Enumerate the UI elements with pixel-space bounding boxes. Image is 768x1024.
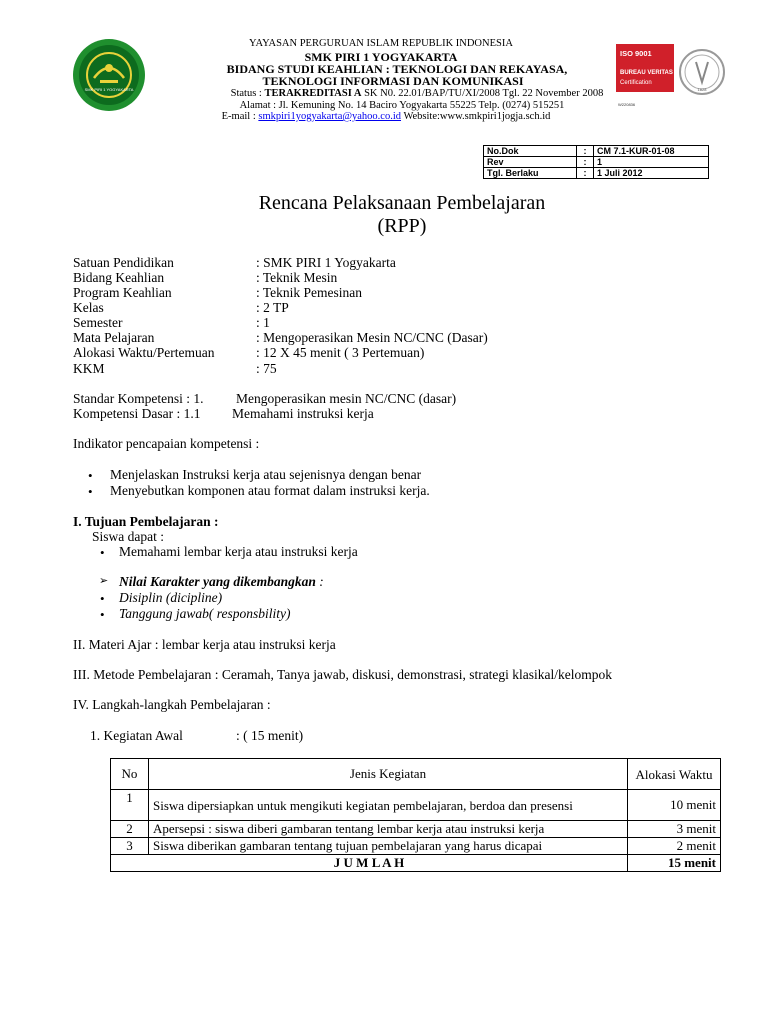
svg-text:1828: 1828 xyxy=(697,87,707,92)
row-no: 3 xyxy=(111,838,149,855)
standar-kompetensi-label: Standar Kompetensi : 1. xyxy=(73,391,204,406)
bullet-icon: • xyxy=(88,484,93,499)
kompetensi-dasar-label: Kompetensi Dasar : 1.1 xyxy=(73,406,201,421)
doc-info-label: Rev xyxy=(484,157,577,168)
kegiatan-awal-duration: : ( 15 menit) xyxy=(236,728,304,743)
doc-info-row: Tgl. Berlaku : 1 Juli 2012 xyxy=(484,168,709,179)
header-no: No xyxy=(111,759,149,790)
bullet-icon: • xyxy=(100,545,105,560)
email-link[interactable]: smkpiri1yogyakarta@yahoo.co.id xyxy=(258,111,402,122)
table-header-row xyxy=(111,759,721,790)
row-alokasi: 2 menit xyxy=(628,838,721,855)
indicator-item: Menjelaskan Instruksi kerja atau sejenisnya dengan benar xyxy=(110,467,422,482)
svg-text:BUREAU VERITAS: BUREAU VERITAS xyxy=(620,70,673,76)
identity-value: : 12 X 45 menit ( 3 Pertemuan) xyxy=(256,345,425,360)
website-text: Website:www.smkpiri1jogja.sch.id xyxy=(401,111,551,122)
accreditation-grade: TERAKREDITASI A xyxy=(264,88,362,99)
identity-value: : Teknik Mesin xyxy=(256,270,338,285)
row-jenis: Siswa diberikan gambaran tentang tujuan pembelajaran yang harus dicapai xyxy=(149,838,628,855)
row-no: 2 xyxy=(111,821,149,838)
bullet-icon: • xyxy=(100,591,105,606)
identity-value: : Mengoperasikan Mesin NC/CNC (Dasar) xyxy=(256,330,488,345)
identity-label: KKM xyxy=(73,361,105,376)
svg-text:Certification: Certification xyxy=(620,80,652,86)
arrow-bullet-icon: ➢ xyxy=(99,574,109,587)
doc-info-label: Tgl. Berlaku xyxy=(484,168,577,179)
langkah-heading: IV. Langkah-langkah Pembelajaran : xyxy=(73,697,271,712)
header-alokasi: Alokasi Waktu xyxy=(628,759,721,790)
header-jenis: Jenis Kegiatan xyxy=(149,759,628,790)
identity-label: Mata Pelajaran xyxy=(73,330,155,345)
row-jenis: Apersepsi : siswa diberi gambaran tentang lembar kerja atau instruksi kerja xyxy=(149,821,628,838)
tujuan-intro: Siswa dapat : xyxy=(92,529,164,544)
row-alokasi: 3 menit xyxy=(628,821,721,838)
total-value: 15 menit xyxy=(628,855,721,872)
row-jenis: Siswa dipersiapkan untuk mengikuti kegiatan pembelajaran, berdoa dan presensi xyxy=(149,790,628,821)
field-line-1: BIDANG STUDI KEAHLIAN : TEKNOLOGI DAN REKAYASA, xyxy=(226,62,568,76)
identity-label: Program Keahlian xyxy=(73,285,172,300)
row-no: 1 xyxy=(111,790,149,821)
field-line-2: TEKNOLOGI INFORMASI DAN KOMUNIKASI xyxy=(262,74,524,88)
identity-label: Alokasi Waktu/Pertemuan xyxy=(73,345,215,360)
identity-value: : SMK PIRI 1 Yogyakarta xyxy=(256,255,396,270)
identity-value: : 2 TP xyxy=(256,300,289,315)
kompetensi-dasar-value: Memahami instruksi kerja xyxy=(232,406,374,421)
contact-line: E-mail : smkpiri1yogyakarta@yahoo.co.id Website:www.smkpiri1jogja.sch.id xyxy=(221,111,551,122)
foundation-name: YAYASAN PERGURUAN ISLAM REPUBLIK INDONESIA xyxy=(249,38,513,49)
school-logo-text: SMK PIRI 1 YOGYAKARTA xyxy=(84,87,134,92)
karakter-heading: Nilai Karakter yang dikembangkan : xyxy=(119,574,324,589)
doc-info-value: 1 Juli 2012 xyxy=(594,168,709,179)
table-total-row xyxy=(111,855,721,872)
doc-info-value: CM 7.1-KUR-01-08 xyxy=(594,146,709,157)
identity-value: : Teknik Pemesinan xyxy=(256,285,363,300)
svg-text:W220836: W220836 xyxy=(618,102,636,107)
doc-info-value: 1 xyxy=(594,157,709,168)
kegiatan-awal-table xyxy=(110,758,721,872)
table-row xyxy=(111,790,721,821)
document-info-table xyxy=(483,145,709,179)
row-alokasi: 10 menit xyxy=(628,790,721,821)
tujuan-heading: I. Tujuan Pembelajaran : xyxy=(73,514,219,529)
kegiatan-awal-label: 1. Kegiatan Awal xyxy=(90,728,183,743)
metode-pembelajaran: III. Metode Pembelajaran : Ceramah, Tanya jawab, diskusi, demonstrasi, strategi klasikal/kelompok xyxy=(73,667,613,682)
doc-info-row: No.Dok : CM 7.1-KUR-01-08 xyxy=(484,146,709,157)
school-name: SMK PIRI 1 YOGYAKARTA xyxy=(304,50,458,64)
bullet-icon: • xyxy=(100,607,105,622)
accreditation-status: Status : TERAKREDITASI A SK N0. 22.01/BAP/TU/XI/2008 Tgl. 22 November 2008 xyxy=(230,88,604,99)
document-title: Rencana Pelaksanaan Pembelajaran xyxy=(258,192,546,214)
table-row xyxy=(111,838,721,855)
karakter-item: Disiplin (dicipline) xyxy=(119,590,223,605)
bullet-icon: • xyxy=(88,468,93,483)
identity-label: Bidang Keahlian xyxy=(73,270,165,285)
doc-info-label: No.Dok xyxy=(484,146,577,157)
document-subtitle: (RPP) xyxy=(377,215,427,237)
identity-label: Semester xyxy=(73,315,123,330)
total-label: J U M L A H xyxy=(111,855,628,872)
indicator-heading: Indikator pencapaian kompetensi : xyxy=(73,436,260,451)
materi-ajar: II. Materi Ajar : lembar kerja atau instruksi kerja xyxy=(73,637,336,652)
karakter-item: Tanggung jawab( responsbility) xyxy=(119,606,291,621)
doc-info-row: Rev : 1 xyxy=(484,157,709,168)
indicator-item: Menyebutkan komponen atau format dalam instruksi kerja. xyxy=(110,483,430,498)
identity-value: : 1 xyxy=(256,315,270,330)
school-address: Alamat : Jl. Kemuning No. 14 Baciro Yogyakarta 55225 Telp. (0274) 515251 xyxy=(239,100,565,111)
standar-kompetensi-value: Mengoperasikan mesin NC/CNC (dasar) xyxy=(236,391,457,406)
svg-text:ISO 9001: ISO 9001 xyxy=(620,49,652,58)
table-row xyxy=(111,821,721,838)
tujuan-item: Memahami lembar kerja atau instruksi kerja xyxy=(119,544,358,559)
identity-label: Satuan Pendidikan xyxy=(73,255,174,270)
identity-value: : 75 xyxy=(256,361,277,376)
identity-label: Kelas xyxy=(73,300,104,315)
